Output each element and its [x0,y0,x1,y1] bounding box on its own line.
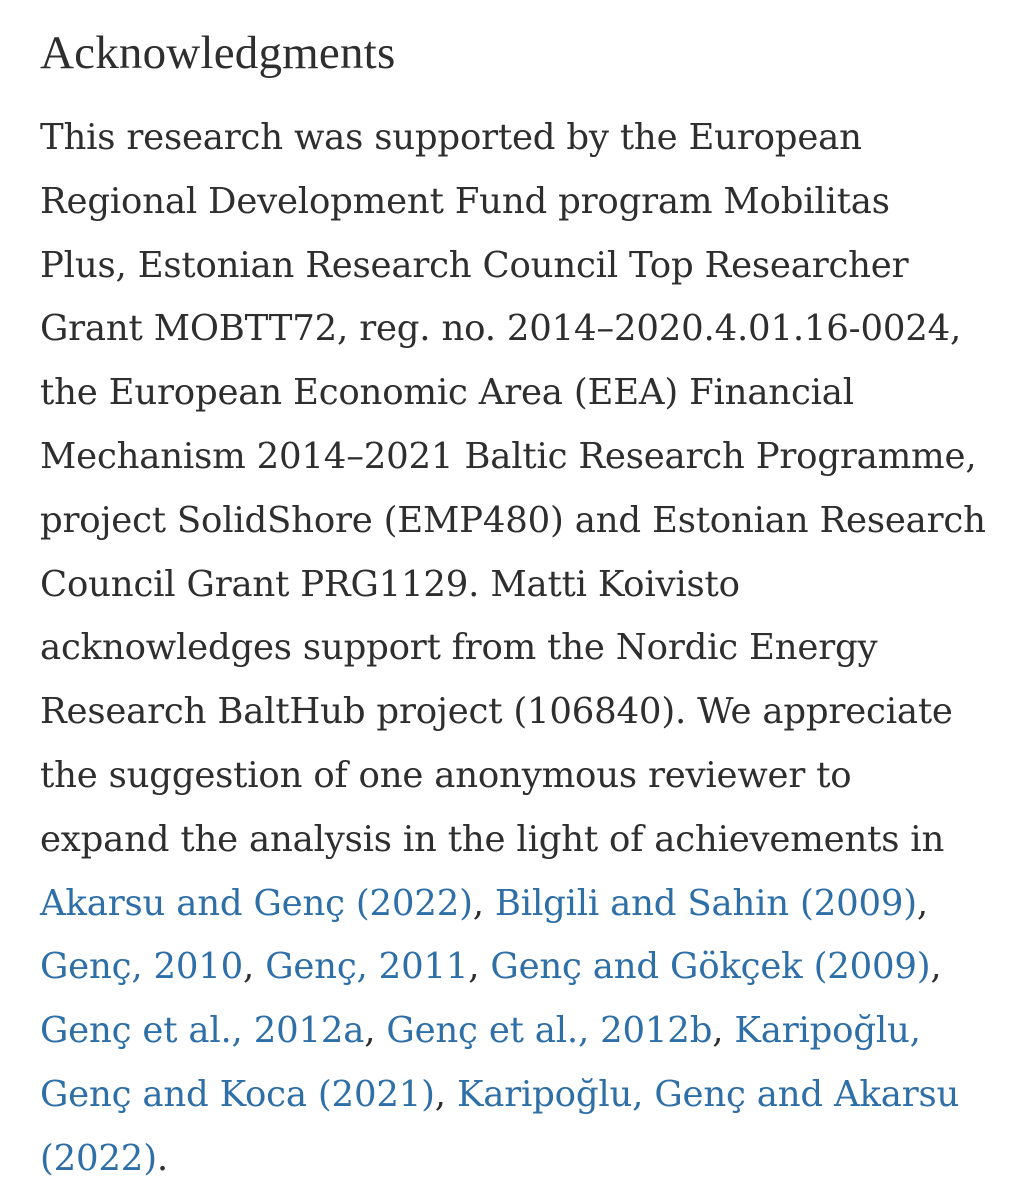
paragraph-line [40,1063,1000,1127]
paragraph-line: project SolidShore (EMP480) and Estonian Research [40,499,986,541]
separator: , [434,1073,457,1115]
reference-link-karipoglu-genc-koca-2021-part2[interactable]: Genç and Koca (2021) [40,1073,435,1115]
paragraph-line: the European Economic Area (EEA) Financial [40,372,854,414]
paragraph-line: Plus, Estonian Research Council Top Researcher [40,244,909,286]
paragraph-line [40,872,1000,936]
reference-link-genc-2012b[interactable]: Genç et al., 2012b [386,1010,713,1052]
acknowledgments-section [40,22,1000,1191]
final-punctuation: . [156,1137,168,1179]
separator: , [472,882,495,924]
reference-link-bilgili-sahin-2009[interactable]: Bilgili and Sahin (2009) [494,882,917,924]
paragraph-line: expand the analysis in the light of achievements in [40,818,945,860]
paragraph-line [40,999,1000,1063]
separator: , [930,946,942,988]
reference-link-akarsu-genc-2022[interactable]: Akarsu and Genç (2022) [40,882,473,924]
reference-link-genc-2012a[interactable]: Genç et al., 2012a [40,1010,365,1052]
paragraph-line: Council Grant PRG1129. Matti Koivisto [40,563,740,605]
reference-link-genc-2011[interactable]: Genç, 2011 [265,946,469,988]
paragraph-line [40,935,1000,999]
paragraph-line [40,1127,1000,1191]
acknowledgments-paragraph [40,106,1000,1191]
reference-link-karipoglu-genc-akarsu-2022-part1[interactable]: Karipoğlu, Genç and Akarsu [456,1073,960,1115]
paragraph-line: Mechanism 2014–2021 Baltic Research Programme, [40,435,977,477]
separator: , [712,1010,735,1052]
paragraph-line: Research BaltHub project (106840). We appreciate [40,691,953,733]
paragraph-line: Regional Development Fund program Mobilitas [40,180,890,222]
reference-link-karipoglu-genc-koca-2021-part1[interactable]: Karipoğlu, [734,1010,921,1052]
paragraph-line: Grant MOBTT72, reg. no. 2014–2020.4.01.16-0024, [40,308,962,350]
separator: , [916,882,928,924]
separator: , [243,946,266,988]
paragraph-line: the suggestion of one anonymous reviewer to [40,754,852,796]
paragraph-line: acknowledges support from the Nordic Energy [40,627,878,669]
reference-link-genc-2010[interactable]: Genç, 2010 [40,946,244,988]
reference-link-karipoglu-genc-akarsu-2022-part2[interactable]: (2022) [40,1137,157,1179]
separator: , [468,946,491,988]
section-heading: Acknowledgments [40,27,396,79]
separator: , [364,1010,387,1052]
paragraph-line: This research was supported by the European [40,117,862,158]
reference-link-genc-gokcek-2009[interactable]: Genç and Gökçek (2009) [490,946,931,988]
